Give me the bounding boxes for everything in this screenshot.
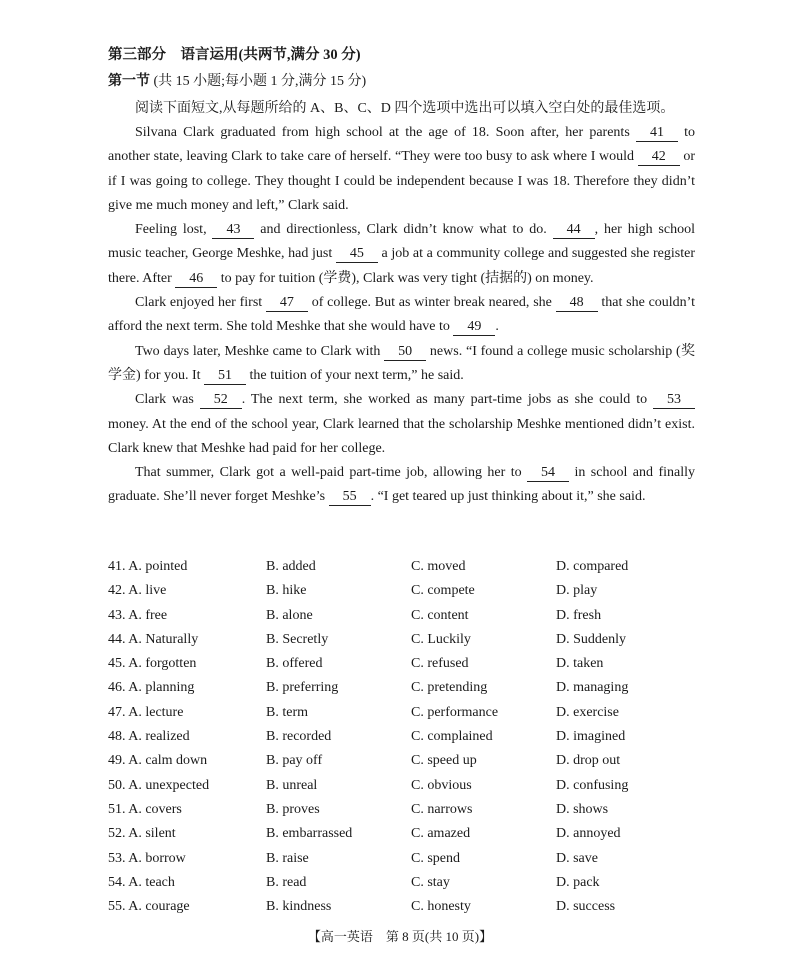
option-b: B. proves xyxy=(266,801,320,817)
option-row xyxy=(108,652,696,676)
option-d: D. play xyxy=(556,583,598,599)
blank-41: 41 xyxy=(636,125,678,142)
blank-45: 45 xyxy=(336,246,378,263)
option-a: 53. A. borrow xyxy=(108,850,186,866)
passage-paragraph xyxy=(108,291,695,340)
option-row xyxy=(108,774,696,798)
option-b: B. raise xyxy=(266,850,309,866)
passage-text: news. “I found a college music scholarship (奖学金) for you. It xyxy=(108,343,695,383)
option-row xyxy=(108,555,696,579)
passage-text: Clark was xyxy=(135,392,200,408)
blank-52: 52 xyxy=(200,392,242,409)
blank-50: 50 xyxy=(384,344,426,361)
option-d: D. taken xyxy=(556,656,604,672)
option-row xyxy=(108,701,696,725)
option-c: C. Luckily xyxy=(411,631,471,647)
option-row xyxy=(108,676,696,700)
option-b: B. embarrassed xyxy=(266,826,353,842)
option-b: B. added xyxy=(266,559,316,574)
option-c: C. speed up xyxy=(411,753,477,769)
option-d: D. managing xyxy=(556,680,629,696)
passage-paragraph xyxy=(108,218,695,291)
cloze-passage xyxy=(108,121,695,510)
option-d: D. confusing xyxy=(556,777,629,793)
option-d: D. annoyed xyxy=(556,826,621,842)
option-c: C. spend xyxy=(411,850,460,866)
passage-text: Clark enjoyed her first xyxy=(135,295,266,311)
option-b: B. pay off xyxy=(266,753,323,769)
passage-text: . “I get teared up just thinking about it,” she said. xyxy=(370,489,646,505)
option-a: 49. A. calm down xyxy=(108,753,208,769)
passage-paragraph xyxy=(108,121,695,218)
passage-text: . xyxy=(495,319,499,335)
blank-42: 42 xyxy=(638,149,680,166)
option-a: 47. A. lecture xyxy=(108,704,184,720)
option-row xyxy=(108,579,696,603)
option-a: 41. A. pointed xyxy=(108,559,188,574)
option-d: D. exercise xyxy=(556,704,619,720)
option-d: D. compared xyxy=(556,559,629,574)
option-d: D. save xyxy=(556,850,598,866)
passage-text: or if I was going to college. They thought I could be independent because I was 18. Therefore they didn’t give me much money and left,” Clark said. xyxy=(108,149,695,213)
option-b: B. offered xyxy=(266,656,323,672)
option-b: B. preferring xyxy=(266,680,339,696)
option-a: 42. A. live xyxy=(108,583,167,599)
passage-text: and directionless, Clark didn’t know what to do. xyxy=(254,222,553,238)
section-label: 第一节 xyxy=(108,74,150,89)
option-b: B. Secretly xyxy=(266,631,329,647)
blank-55: 55 xyxy=(329,489,371,506)
option-row xyxy=(108,871,696,895)
option-b: B. term xyxy=(266,704,308,720)
option-a: 50. A. unexpected xyxy=(108,777,210,793)
part-title: 第三部分 语言运用(共两节,满分 30 分) xyxy=(108,47,361,63)
option-b: B. alone xyxy=(266,607,313,623)
option-b: B. read xyxy=(266,874,307,890)
option-a: 54. A. teach xyxy=(108,874,175,890)
option-b: B. recorded xyxy=(266,729,332,745)
option-row xyxy=(108,822,696,846)
options-list xyxy=(108,555,696,919)
blank-49: 49 xyxy=(453,319,495,336)
option-c: C. performance xyxy=(411,704,499,720)
option-c: C. pretending xyxy=(411,680,488,696)
passage-text: That summer, Clark got a well-paid part-time job, allowing her to xyxy=(135,465,528,481)
passage-text: of college. But as winter break neared, she xyxy=(307,295,556,311)
page-footer: 【高一英语 第 8 页(共 10 页)】 xyxy=(307,929,493,944)
option-d: D. imagined xyxy=(556,729,626,745)
option-d: D. pack xyxy=(556,874,600,890)
passage-paragraph xyxy=(108,388,695,461)
option-row xyxy=(108,798,696,822)
option-a: 46. A. planning xyxy=(108,680,195,696)
passage-text: that she couldn’t afford the next term. She told Meshke that she would have to xyxy=(108,295,695,335)
option-a: 51. A. covers xyxy=(108,801,182,817)
option-c: C. amazed xyxy=(411,826,471,842)
option-row xyxy=(108,604,696,628)
section-title xyxy=(108,70,366,90)
blank-43: 43 xyxy=(212,222,254,239)
passage-text: Silvana Clark graduated from high school at the age of 18. Soon after, her parents xyxy=(135,125,636,140)
option-d: D. drop out xyxy=(556,753,621,769)
option-c: C. refused xyxy=(411,656,469,672)
option-row xyxy=(108,847,696,871)
section-note: (共 15 小题;每小题 1 分,满分 15 分) xyxy=(153,74,367,89)
passage-paragraph xyxy=(108,461,695,510)
option-a: 48. A. realized xyxy=(108,729,190,745)
option-d: D. success xyxy=(556,899,616,915)
option-a: 55. A. courage xyxy=(108,899,190,915)
option-a: 43. A. free xyxy=(108,607,168,623)
passage-text: , her high school music teacher, George Meshke, had just xyxy=(108,222,695,262)
blank-47: 47 xyxy=(266,295,308,312)
blank-46: 46 xyxy=(175,271,217,288)
blank-53: 53 xyxy=(653,392,695,409)
passage-text: money. At the end of the school year, Clark learned that the scholarship Meshke mentioned didn’t exist. Clark knew that Meshke had paid for her college. xyxy=(108,416,695,456)
option-c: C. narrows xyxy=(411,801,473,817)
option-b: B. hike xyxy=(266,583,307,599)
option-d: D. fresh xyxy=(556,607,602,623)
passage-text: in school and finally graduate. She’ll never forget Meshke’s xyxy=(108,465,695,505)
option-c: C. moved xyxy=(411,559,466,574)
passage-paragraph xyxy=(108,340,695,389)
blank-44: 44 xyxy=(553,222,595,239)
option-c: C. compete xyxy=(411,583,475,599)
option-b: B. kindness xyxy=(266,899,332,915)
option-c: C. complained xyxy=(411,729,493,745)
blank-51: 51 xyxy=(204,368,246,385)
instructions: 阅读下面短文,从每题所给的 A、B、C、D 四个选项中选出可以填入空白处的最佳选项。 xyxy=(135,101,675,116)
option-a: 45. A. forgotten xyxy=(108,656,197,672)
passage-text: Two days later, Meshke came to Clark with xyxy=(135,343,385,359)
blank-54: 54 xyxy=(527,465,569,482)
option-c: C. stay xyxy=(411,874,450,890)
option-c: C. honesty xyxy=(411,899,471,915)
passage-text: . The next term, she worked as many part-time jobs as she could to xyxy=(241,392,653,408)
option-a: 52. A. silent xyxy=(108,826,176,842)
option-d: D. shows xyxy=(556,801,609,817)
option-c: C. obvious xyxy=(411,777,472,793)
passage-text: Feeling lost, xyxy=(135,222,213,238)
passage-text: to pay for tuition (学费), Clark was very tight (拮据的) on money. xyxy=(217,270,594,286)
option-a: 44. A. Naturally xyxy=(108,631,199,647)
passage-text: to another state, leaving Clark to take care of herself. “They were too busy to ask where I would xyxy=(108,125,695,165)
blank-48: 48 xyxy=(556,295,598,312)
option-row xyxy=(108,895,696,919)
option-d: D. Suddenly xyxy=(556,631,626,647)
option-row xyxy=(108,725,696,749)
option-row xyxy=(108,628,696,652)
option-b: B. unreal xyxy=(266,777,318,793)
passage-text: the tuition of your next term,” he said. xyxy=(246,367,464,383)
option-c: C. content xyxy=(411,607,469,623)
passage-text: a job at a community college and suggested she register there. After xyxy=(108,246,695,286)
option-row xyxy=(108,749,696,773)
